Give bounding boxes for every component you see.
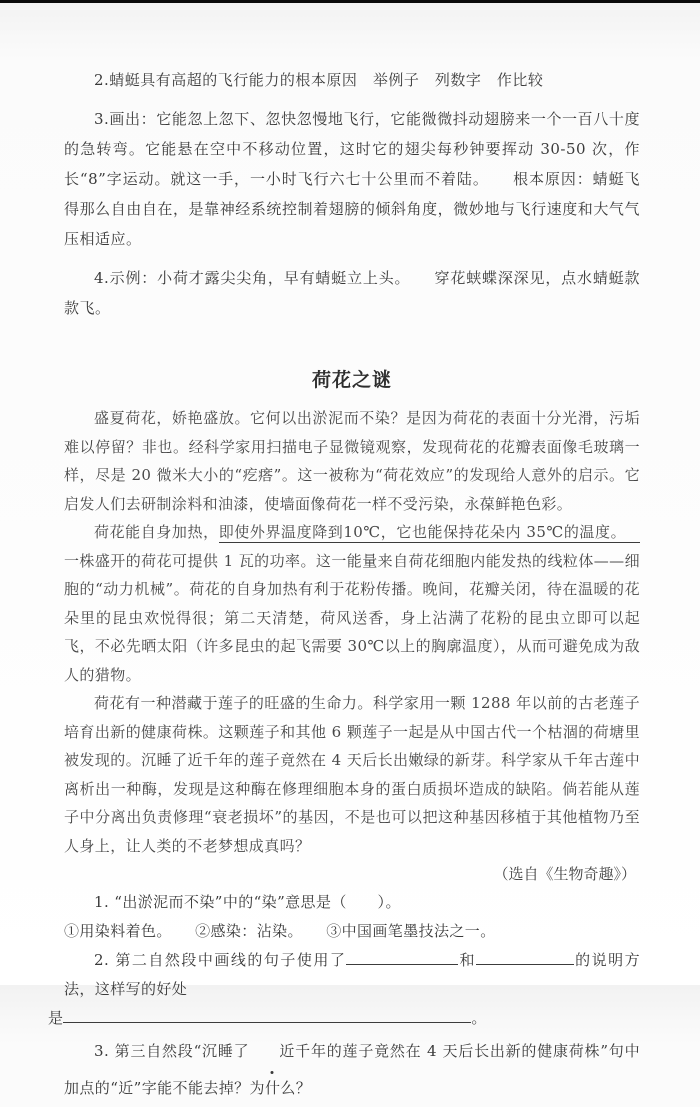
question-2-answer-blank-3: [63, 1008, 471, 1023]
answer-item-3: 3.画出：它能忽上忽下、忽快忽慢地飞行，它能微微抖动翅膀来一个一百八十度的急转弯。它能悬在空中不移动位置，这时它的翅尖每秒钟要挥动 30-50 次，作长“8”字运动。就这一手，一小时飞行六七十公里而不着陆。 根本原因：蜻蜓飞得那么自由自在，是靠神经系统控制着翅膀的倾斜角度，微妙地与飞行速度和大气气压相适应。: [64, 110, 640, 248]
question-2-answer-blank-1: [346, 950, 458, 965]
question-2-line-1: [64, 946, 640, 1004]
question-2-lead-text: 2. 第二自然段中画线的句子使用了: [94, 951, 347, 969]
question-2-tail-text: 的说明方法，这样写的好处: [64, 951, 640, 998]
question-3: [64, 1033, 640, 1107]
question-2-line-2-period: 。: [471, 1009, 487, 1027]
question-3-tail-text: 千年的莲子竟然在 4 天后长出新的健康荷株”句中加点的“近”字能不能去掉？为什么？: [64, 1042, 640, 1097]
question-2-connector-text: 和: [458, 951, 476, 969]
question-2-line-2-lead: 是: [48, 1009, 64, 1027]
question-2-answer-blank-2: [476, 950, 574, 965]
question-3-emphasis-dot-char: 近: [249, 1033, 294, 1070]
question-1-options: ①用染料着色。 ②感染：沾染。 ③中国画笔墨技法之一。: [64, 922, 496, 940]
question-2-line-2: [48, 1004, 640, 1033]
passage-paragraph-3: 荷花有一种潜藏于莲子的旺盛的生命力。科学家用一颗 1288 年以前的古老莲子培育出新的健康荷株。这颗莲子和其他 6 颗莲子一起是从中国古代一个枯涸的荷塘里被发现的。沉睡了近千年的莲子竟然在 4 天后长出嫩绿的新芽。科学家从千年古莲中离析出一种酶，发现是这种酶在修理细胞本身的蛋白质损坏造成的缺陷。倘若能从莲子中分离出负责修理“衰老损坏”的基因，不是也可以把这种基因移植于其他植物乃至人身上，让人类的不老梦想成真吗？: [64, 694, 640, 855]
passage-paragraph-2: [64, 518, 640, 689]
passage-paragraph-1: 盛夏荷花，娇艳盛放。它何以出淤泥而不染？是因为荷花的表面十分光滑，污垢难以停留？非也。经科学家用扫描电子显微镜观察，发现荷花的花瓣表面像毛玻璃一样，尽是 20 微米大小的“疙瘩”。这一被称为“荷花效应”的发现给人意外的启示。它启发人们去研制涂料和油漆，使墙面像荷花一样不受污染，永葆鲜艳色彩。: [64, 409, 640, 513]
answer-item-2: 2.蜻蜓具有高超的飞行能力的根本原因 举例子 列数字 作比较: [94, 71, 544, 89]
question-1: 1. “出淤泥而不染”中的“染”意思是（ ）。: [94, 893, 401, 911]
passage-source-attribution: （选自《生物奇趣》）: [493, 865, 636, 883]
worksheet-page: [0, 3, 700, 1107]
paragraph-2-text-after-underline: 一株盛开的荷花可提供 1 瓦的功率。这一能量来自荷花细胞内能发热的线粒体——细胞的“动力机械”。荷花的自身加热有利于花粉传播。晚间，花瓣关闭，待在温暖的花朵里的昆虫欢悦得很；第二天清楚，荷风送香，身上沾满了花粉的昆虫立即可以起飞，不必先晒太阳（许多昆虫的起飞需要 30℃以上的胸廓温度），从而可避免成为敌人的猎物。: [64, 551, 640, 684]
paragraph-2-underlined-sentence: 即使外界温度降到10℃，它也能保持花朵内 35℃的温度。: [219, 523, 640, 543]
answer-item-4: 4.示例：小荷才露尖尖角，早有蜻蜓立上头。 穿花蛱蝶深深见，点水蜻蜓款款飞。: [64, 269, 640, 317]
passage-title: 荷花之谜: [311, 369, 392, 391]
paragraph-2-text-before-underline: 荷花能自身加热，: [94, 523, 219, 541]
question-3-lead-text: 3. 第三自然段“沉睡了: [94, 1042, 250, 1060]
